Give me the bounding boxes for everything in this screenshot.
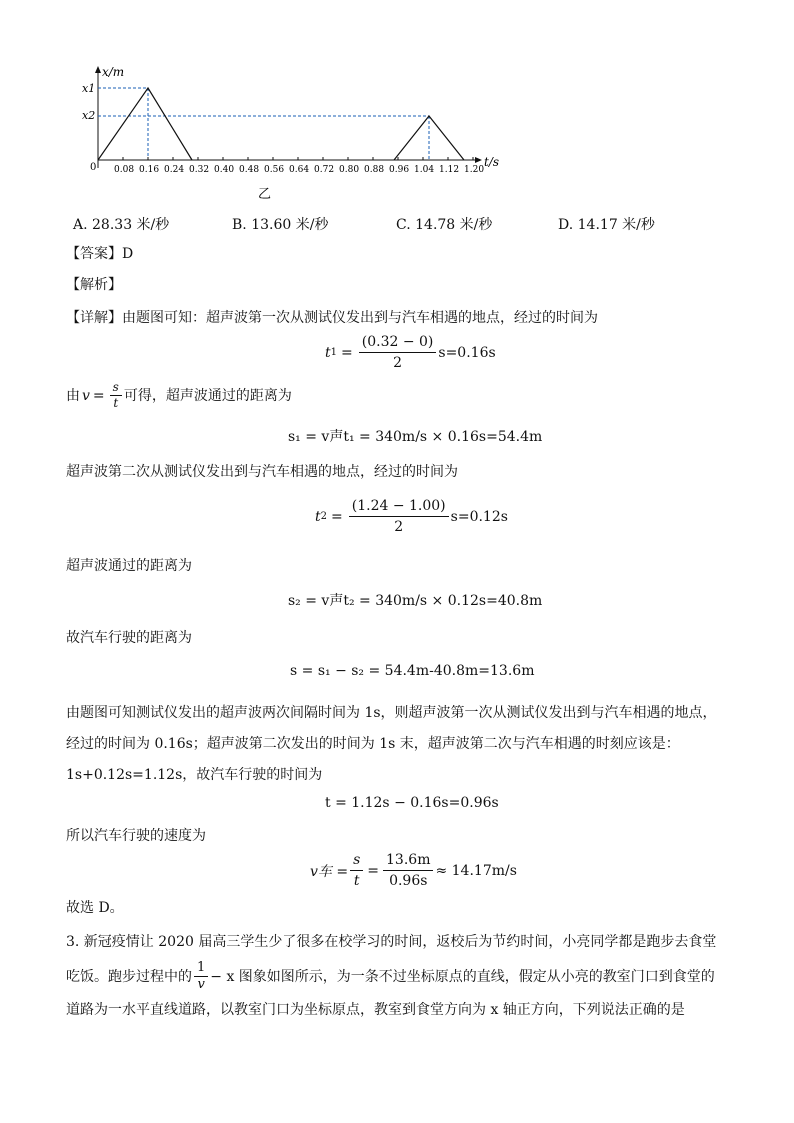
x-tick-label: 0.48 [239, 165, 260, 175]
choice-d-text: 14.17 米/秒 [577, 217, 655, 233]
x-axis-arrow [475, 157, 482, 163]
t2-numerator: (1.24 − 1.00) [349, 496, 449, 517]
q3-line3: 道路为一水平直线道路，以教室门口为坐标原点，教室到食堂方向为 x 轴正方向，下列说法正确的是 [66, 1002, 685, 1018]
choice-c [396, 214, 492, 234]
t1-lhs: t [325, 344, 331, 361]
equation-s: s = s₁ − s₂ = 54.4m-40.8m=13.6m [290, 663, 535, 679]
v-fraction-values: $\frac{13.6m}{0.96s}$ [383, 850, 433, 891]
q3-line2-b: − x 图象如图所示，为一条不过坐标原点的直线，假定从小亮的教室门口到食堂的 [210, 968, 715, 985]
second-intro: 超声波第二次从测试仪发出到与汽车相遇的地点，经过的时间为 [66, 464, 458, 480]
v-rhs: ≈ 14.17m/s [435, 862, 517, 879]
x-tick-label: 0.88 [364, 165, 385, 175]
choice-c-letter: C. [396, 217, 411, 233]
t2-sub: 2 [320, 511, 328, 522]
equation-v: v车 = $\frac{s}{t}$ = $\frac{13.6m}{0.96s}$ ≈ 14.17m/s [310, 852, 517, 889]
v-lhs: v车 = [310, 863, 349, 880]
t2-fraction [349, 496, 449, 537]
v-fraction-st: $\frac{s}{t}$ [350, 850, 363, 891]
analysis-label: 【解析】 [66, 277, 122, 293]
t2-rhs: s=0.12s [450, 508, 508, 525]
q3-line2 [66, 960, 715, 993]
equation-s2: s₂ = v声t₂ = 340m/s × 0.12s=40.8m [288, 593, 543, 609]
t1-rhs: s=0.16s [438, 344, 496, 361]
x-tick-label: 1.20 [464, 165, 485, 175]
x-tick-label: 1.04 [414, 165, 435, 175]
choice-b-letter: B. [232, 217, 247, 233]
graph-caption: 乙 [258, 187, 272, 202]
para1-line3: 1s+0.12s=1.12s，故汽车行驶的时间为 [66, 767, 323, 783]
x-tick-label: 0.96 [389, 165, 410, 175]
t2-denominator: 2 [394, 519, 404, 535]
x-tick-label: 0.16 [139, 165, 160, 175]
answer-label: 【答案】D [66, 246, 134, 262]
dist-intro: 超声波通过的距离为 [66, 558, 192, 574]
x-tick-label: 0.72 [314, 165, 335, 175]
x-tick-label: 0.56 [264, 165, 285, 175]
v-intro-a: 由 [66, 387, 80, 404]
detail-intro: 【详解】由题图可知：超声波第一次从测试仪发出到与汽车相遇的地点，经过的时间为 [66, 310, 598, 326]
q3-fraction: $\frac{1}{v}$ [194, 960, 208, 993]
t2-lhs: t [315, 508, 321, 525]
y-tick-x1: x1 [82, 82, 96, 95]
y-tick-x2: x2 [82, 109, 96, 122]
choice-d-letter: D. [558, 217, 574, 233]
x-tick-label: 0.08 [114, 165, 135, 175]
choice-a-letter: A. [73, 217, 88, 233]
x-tick-label: 0.24 [164, 165, 185, 175]
x-tick-label: 0.32 [189, 165, 210, 175]
origin-label: 0 [90, 162, 97, 173]
choice-a [73, 214, 169, 234]
t1-fraction [359, 332, 437, 373]
q3-line1: 3. 新冠疫情让 2020 届高三学生少了很多在校学习的时间，返校后为节约时间，小亮同学都是跑步去食堂 [66, 934, 717, 950]
car-dist-intro: 故汽车行驶的距离为 [66, 630, 192, 646]
equation-s1: s₁ = v声t₁ = 340m/s × 0.16s=54.4m [288, 429, 543, 445]
equation-t2: t 2 = $\frac{(1.24 - 1.00)}{2}$ s=0.12s [315, 498, 508, 535]
x-tick-label: 0.64 [289, 165, 310, 175]
x-tick-label: 0.80 [339, 165, 360, 175]
choice-b [232, 214, 328, 234]
choice-a-text: 28.33 米/秒 [92, 217, 170, 233]
v-fraction: $\frac{s}{t}$ [110, 380, 122, 411]
para1-line1: 由题图可知测试仪发出的超声波两次间隔时间为 1s，则超声波第一次从测试仪发出到与汽车相遇的地点， [66, 705, 717, 721]
choice-d [558, 214, 655, 234]
t1-sub: 1 [330, 347, 338, 358]
para1-line2: 经过的时间为 0.16s；超声波第二次发出的时间为 1s 末，超声波第二次与汽车相遇的时刻应该是： [66, 736, 680, 752]
y-axis-arrow [95, 66, 101, 73]
choice-b-text: 13.60 米/秒 [251, 217, 329, 233]
v-intro-b: 可得，超声波通过的距离为 [123, 387, 292, 404]
t1-numerator: (0.32 − 0) [359, 332, 437, 353]
v-intro-line: 由 v = $\frac{s}{t}$ 可得，超声波通过的距离为 [66, 380, 292, 410]
first-pulse-line [98, 88, 192, 160]
displacement-time-graph [80, 60, 510, 202]
choice-c-text: 14.78 米/秒 [415, 217, 493, 233]
equation-t: t = 1.12s − 0.16s=0.96s [325, 795, 499, 811]
speed-intro: 所以汽车行驶的速度为 [66, 828, 206, 844]
x-tick-label: 1.12 [439, 165, 460, 175]
x-axis-label: t/s [484, 155, 500, 169]
t1-denominator: 2 [393, 355, 403, 371]
conclusion: 故选 D。 [66, 900, 124, 916]
equation-t1: t 1 = $\frac{(0.32 - 0)}{2}$ s=0.16s [325, 334, 496, 371]
x-tick-label: 0.40 [214, 165, 235, 175]
y-axis-label: x/m [102, 65, 125, 79]
q3-line2-a: 吃饭。跑步过程中的 [66, 968, 192, 985]
